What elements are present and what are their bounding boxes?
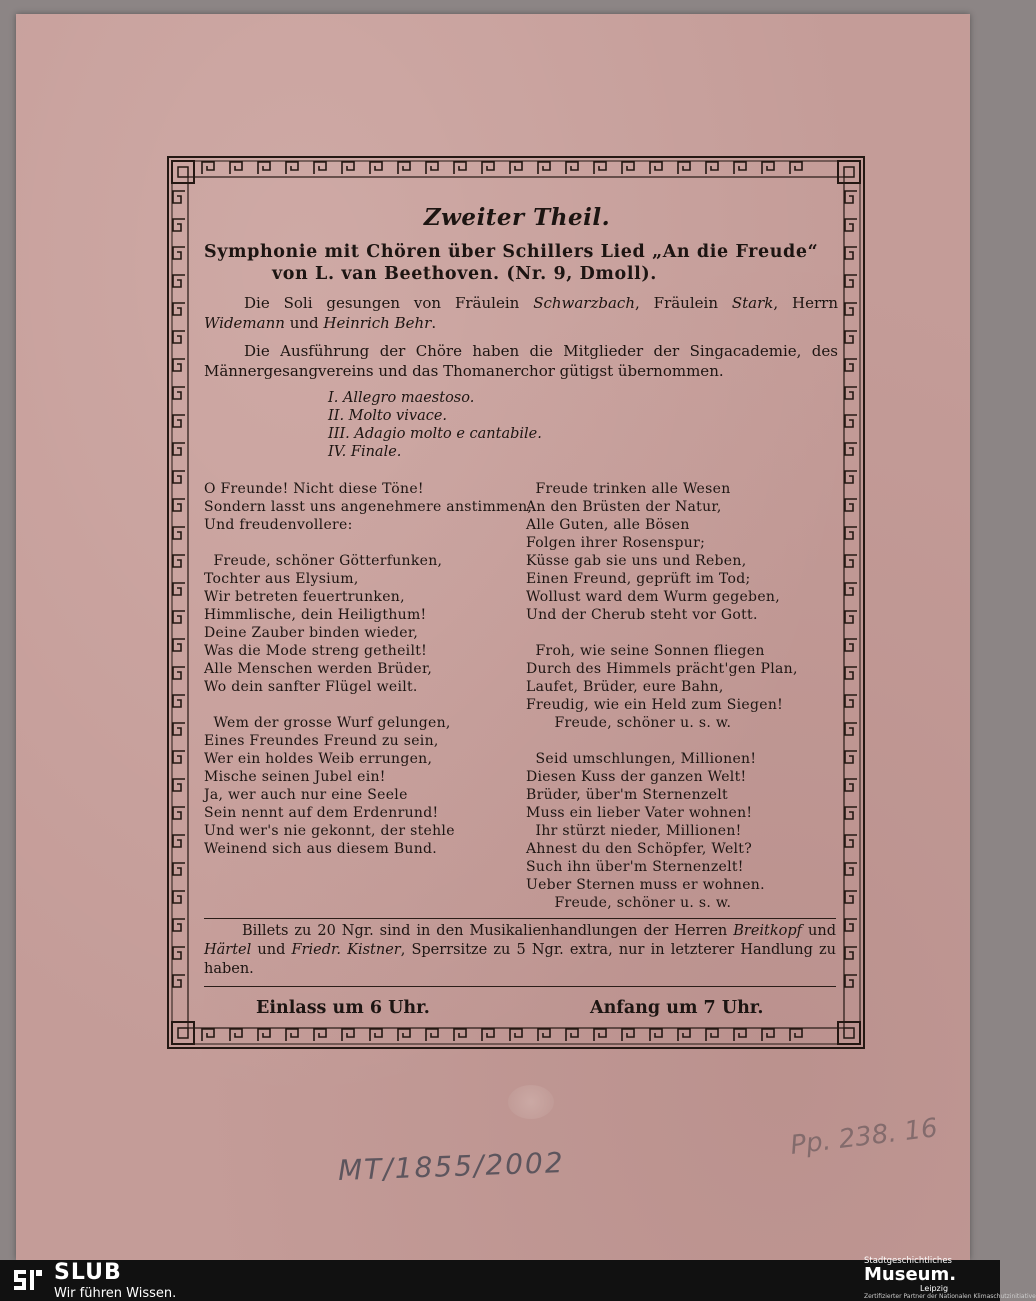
poem-line: Und freudenvollere: xyxy=(204,517,353,533)
movement-item: IV. Finale. xyxy=(328,444,402,460)
seller-name: Härtel xyxy=(204,942,252,958)
choirs-paragraph: Die Ausführung der Chöre haben die Mitglieder der Singacademie, des Männergesangvereins und das Thomanerchor gütigst übernommen. xyxy=(204,342,838,380)
soli-text: . xyxy=(431,314,437,332)
poem-line: Wem der grosse Wurf gelungen, xyxy=(204,715,451,731)
poem-line: Laufet, Brüder, eure Bahn, xyxy=(526,679,724,695)
poem-line: Einen Freund, geprüft im Tod; xyxy=(526,571,751,587)
soloist-name: Schwarzbach xyxy=(533,294,635,312)
poem-line: Durch des Himmels prächt'gen Plan, xyxy=(526,661,798,677)
poem-line: Und wer's nie gekonnt, der stehle xyxy=(204,823,455,839)
work-title-line1: Symphonie mit Chören über Schillers Lied „An die Freude“ xyxy=(204,242,819,262)
poem-line: Ahnest du den Schöpfer, Welt? xyxy=(526,841,753,857)
poem-line: Himmlische, dein Heiligthum! xyxy=(204,607,427,623)
poem-line xyxy=(526,624,798,642)
poem-line: Freude, schöner Götterfunken, xyxy=(204,553,443,569)
poem-line: Mische seinen Jubel ein! xyxy=(204,769,386,785)
museum-top-text: Stadtgeschichtliches xyxy=(864,1256,952,1266)
poem-line: Ja, wer auch nur eine Seele xyxy=(204,787,408,803)
poem-line: Folgen ihrer Rosenspur; xyxy=(526,535,706,551)
soloists-paragraph xyxy=(204,293,838,333)
admission-time: Einlass um 6 Uhr. xyxy=(256,998,430,1018)
museum-note: Zertifizierter Partner der Nationalen Klimaschutzinitiative xyxy=(864,1293,1036,1300)
soloist-name: Widemann xyxy=(204,314,285,332)
poem-line: An den Brüsten der Natur, xyxy=(526,499,722,515)
embossed-stamp xyxy=(508,1085,554,1119)
poem-line: Freude trinken alle Wesen xyxy=(526,481,731,497)
soloist-name: Heinrich Behr xyxy=(323,314,432,332)
handwritten-shelfmark: MT/1855/2002 xyxy=(337,1146,566,1187)
soli-text: und xyxy=(284,314,324,332)
tickets-text: , Sperrsitze zu 5 Ngr. extra, nur in letzterer Handlung zu haben. xyxy=(204,942,836,977)
poem-line: Seid umschlungen, Millionen! xyxy=(526,751,757,767)
tickets-text: Billets zu 20 Ngr. sind in den Musikalienhandlungen der Herren xyxy=(242,923,734,939)
poem-line: Küsse gab sie uns und Reben, xyxy=(526,553,747,569)
poem-line: Alle Menschen werden Brüder, xyxy=(204,661,433,677)
poem-line: Freude, schöner u. s. w. xyxy=(526,895,732,911)
poem-line: Brüder, über'm Sternenzelt xyxy=(526,787,728,803)
poem-line: Ueber Sternen muss er wohnen. xyxy=(526,877,765,893)
poem-line xyxy=(204,534,532,552)
poem-line: Was die Mode streng getheilt! xyxy=(204,643,428,659)
poem-line: Such ihn über'm Sternenzelt! xyxy=(526,859,744,875)
start-time: Anfang um 7 Uhr. xyxy=(590,998,764,1018)
poem-line: Muss ein lieber Vater wohnen! xyxy=(526,805,753,821)
poem-line: Wo dein sanfter Flügel weilt. xyxy=(204,679,418,695)
poem-line: Freude, schöner u. s. w. xyxy=(526,715,732,731)
poem-left-column xyxy=(204,480,532,858)
work-title xyxy=(204,241,838,285)
poem-line: Wir betreten feuertrunken, xyxy=(204,589,405,605)
poem-line: Alle Guten, alle Bösen xyxy=(526,517,690,533)
poem-line: Eines Freundes Freund zu sein, xyxy=(204,733,439,749)
poem-line: Diesen Kuss der ganzen Welt! xyxy=(526,769,747,785)
work-title-line2: von L. van Beethoven. (Nr. 9, Dmoll). xyxy=(272,264,657,284)
tickets-text: und xyxy=(251,942,292,958)
divider-bottom xyxy=(204,986,836,987)
soli-text: , Fräulein xyxy=(635,294,732,312)
movement-item: I. Allegro maestoso. xyxy=(328,390,475,406)
poem-line xyxy=(526,732,798,750)
poem-line: Weinend sich aus diesem Bund. xyxy=(204,841,438,857)
tickets-paragraph xyxy=(204,922,836,979)
movement-item: III. Adagio molto e cantabile. xyxy=(328,426,542,442)
soloist-name: Stark xyxy=(731,294,774,312)
slub-name: SLUB xyxy=(54,1260,122,1285)
poem-line xyxy=(204,696,532,714)
divider-top xyxy=(204,918,836,919)
poem-line: O Freunde! Nicht diese Töne! xyxy=(204,481,424,497)
poem-line: Wer ein holdes Weib errungen, xyxy=(204,751,433,767)
movement-item: II. Molto vivace. xyxy=(328,408,448,424)
poem-line: Wollust ward dem Wurm gegeben, xyxy=(526,589,780,605)
poem-line: Tochter aus Elysium, xyxy=(204,571,359,587)
slub-tagline: Wir führen Wissen. xyxy=(54,1286,177,1301)
poem-right-column xyxy=(526,480,798,912)
soli-text: Die Soli gesungen von Fräulein xyxy=(244,294,534,312)
seller-name: Friedr. Kistner xyxy=(291,942,401,958)
page-title: Zweiter Theil. xyxy=(423,204,611,231)
poem-line: Froh, wie seine Sonnen fliegen xyxy=(526,643,765,659)
poem-line: Und der Cherub steht vor Gott. xyxy=(526,607,758,623)
poem-line: Deine Zauber binden wieder, xyxy=(204,625,419,641)
poem-line: Freudig, wie ein Held zum Siegen! xyxy=(526,697,784,713)
seller-name: Breitkopf xyxy=(733,923,803,939)
handwritten-callnumber: Pp. 238. 16 xyxy=(788,1113,940,1161)
slub-logo-icon xyxy=(12,1268,44,1292)
poem-line: Ihr stürzt nieder, Millionen! xyxy=(526,823,742,839)
program-content xyxy=(204,196,839,1018)
movements-list xyxy=(204,389,838,461)
poem-line: Sein nennt auf dem Erdenrund! xyxy=(204,805,439,821)
poem-line: Sondern lasst uns angenehmere anstimmen, xyxy=(204,499,533,515)
museum-city: Leipzig xyxy=(920,1284,949,1293)
tickets-text: und xyxy=(802,923,837,939)
soli-text: , Herrn xyxy=(773,294,839,312)
museum-name: Museum. xyxy=(864,1264,957,1285)
